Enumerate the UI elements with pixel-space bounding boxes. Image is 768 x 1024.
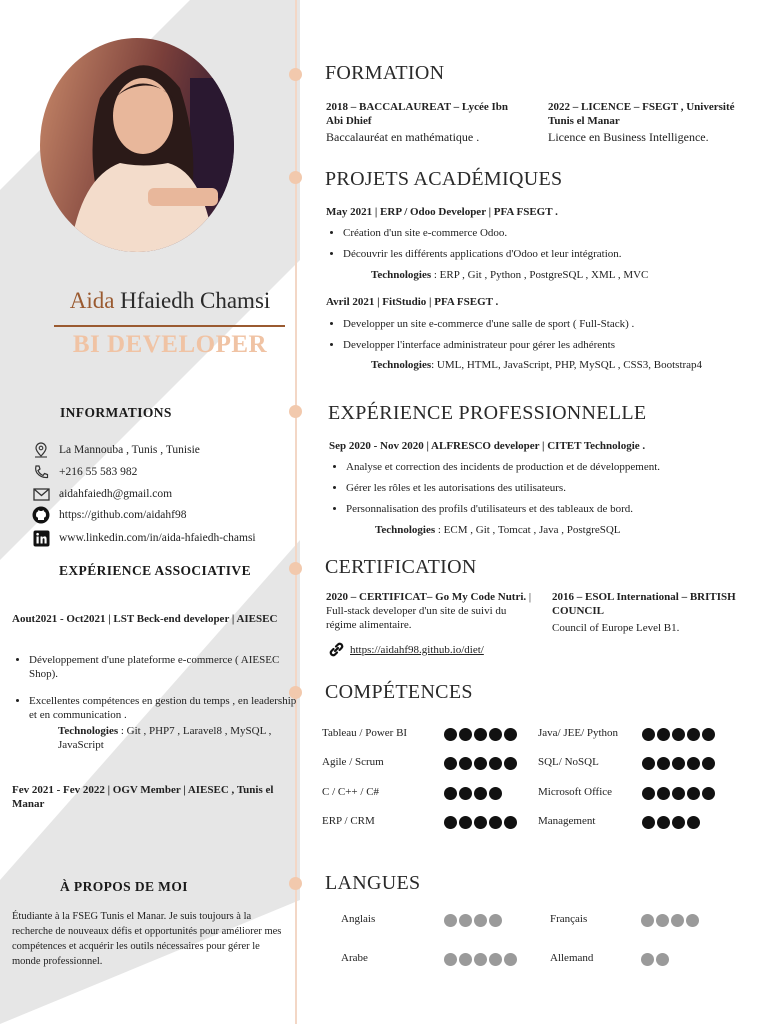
timeline-dot bbox=[289, 562, 302, 575]
name-divider bbox=[54, 325, 285, 327]
experience-title: Sep 2020 - Nov 2020 | ALFRESCO developer | CITET Technologie . bbox=[329, 440, 646, 452]
rating-dot bbox=[459, 757, 472, 770]
tech-list: : ERP , Git , Python , PostgreSQL , XML , MVC bbox=[431, 269, 649, 281]
rating-dot bbox=[459, 787, 472, 800]
rating-dot bbox=[474, 914, 487, 927]
rating-dot bbox=[474, 787, 487, 800]
formation-col2-title: 2022 – LICENCE – FSEGT , Université Tunis el Manar bbox=[548, 101, 735, 127]
first-name: Aida bbox=[69, 288, 115, 313]
rating-dot bbox=[489, 728, 502, 741]
linkedin-icon bbox=[32, 529, 50, 547]
rating-dot bbox=[504, 757, 517, 770]
timeline-dot bbox=[289, 405, 302, 418]
list-item: • Analyse et correction des incidents de production et de développement. bbox=[346, 457, 766, 478]
certification-heading: CERTIFICATION bbox=[325, 556, 477, 578]
projet2-title: Avril 2021 | FitStudio | PFA FSEGT . bbox=[326, 296, 499, 308]
competences-heading: COMPÉTENCES bbox=[325, 681, 473, 703]
github-icon bbox=[32, 506, 50, 524]
associative-entry1-title: Aout2021 - Oct2021 | LST Beck-end developer | AIESEC bbox=[12, 613, 278, 625]
rating-dot bbox=[672, 757, 685, 770]
skill-rating bbox=[642, 757, 715, 770]
list-item: • Gérer les rôles et les autorisations des utilisateurs. bbox=[346, 478, 766, 499]
tech-label: Technologies bbox=[375, 524, 436, 536]
rating-dot bbox=[687, 816, 700, 829]
skill-name: Microsoft Office bbox=[538, 785, 613, 798]
language-rating bbox=[641, 953, 669, 966]
certification1 bbox=[326, 590, 532, 632]
skill-name: SQL/ NoSQL bbox=[538, 756, 599, 769]
rating-dot bbox=[656, 953, 669, 966]
language-name: Français bbox=[550, 913, 588, 925]
language-name: Arabe bbox=[341, 952, 368, 964]
associative-entry2-title: Fev 2021 - Fev 2022 | OGV Member | AIESEC , Tunis el Manar bbox=[12, 784, 274, 810]
rating-dot bbox=[444, 757, 457, 770]
rating-dot bbox=[641, 953, 654, 966]
rating-dot bbox=[686, 914, 699, 927]
full-name bbox=[0, 288, 340, 314]
langues-heading: LANGUES bbox=[325, 872, 421, 894]
skill-name: Management bbox=[538, 814, 596, 827]
rating-dot bbox=[656, 914, 669, 927]
experience-heading: EXPÉRIENCE PROFESSIONNELLE bbox=[328, 402, 647, 424]
language-rating bbox=[444, 953, 517, 966]
job-role: BI DEVELOPER bbox=[72, 331, 268, 358]
rating-dot bbox=[672, 816, 685, 829]
mail-icon bbox=[32, 485, 50, 503]
contact-address bbox=[32, 441, 200, 459]
skill-rating bbox=[642, 728, 715, 741]
email-link[interactable]: aidahfaiedh@gmail.com bbox=[59, 488, 173, 500]
rating-dot bbox=[657, 816, 670, 829]
contact-email bbox=[32, 485, 172, 503]
experience-list bbox=[329, 457, 766, 520]
skill-rating bbox=[642, 816, 700, 829]
associative-entry1-list bbox=[12, 653, 297, 722]
skill-name: Java/ JEE/ Python bbox=[538, 727, 619, 739]
rating-dot bbox=[489, 914, 502, 927]
skill-name: C / C++ / C# bbox=[322, 785, 380, 798]
about-text: Étudiante à la FSEG Tunis el Manar. Je suis toujours à la recherche de nouveaux défis et opportunités pour améliorer mes compétences et acquérir les outils nécessaires pour gérer le monde professionnel. bbox=[12, 911, 282, 967]
certification2-text: Council of Europe Level B1. bbox=[552, 622, 680, 634]
skill-rating bbox=[444, 816, 517, 829]
tech-label: Technologies bbox=[371, 269, 432, 281]
github-link[interactable]: https://github.com/aidahf98 bbox=[59, 509, 187, 521]
rating-dot bbox=[444, 787, 457, 800]
rating-dot bbox=[444, 816, 457, 829]
skill-rating bbox=[444, 787, 502, 800]
rating-dot bbox=[444, 914, 457, 927]
certification1-text: | Full-stack developer d'un site de suivi du régime alimentaire. bbox=[326, 591, 532, 631]
rating-dot bbox=[642, 757, 655, 770]
rating-dot bbox=[702, 728, 715, 741]
skill-rating bbox=[444, 728, 517, 741]
associative-heading: EXPÉRIENCE ASSOCIATIVE bbox=[59, 563, 251, 578]
rating-dot bbox=[687, 728, 700, 741]
formation-col2-text: Licence en Business Intelligence. bbox=[548, 130, 709, 144]
contact-phone bbox=[32, 463, 137, 481]
link-icon bbox=[328, 641, 345, 658]
timeline-dot bbox=[289, 877, 302, 890]
associative-entry1-tech bbox=[58, 724, 278, 752]
phone-text: +216 55 583 982 bbox=[59, 466, 138, 478]
list-item: • Développement d'une plateforme e-commerce ( AIESEC Shop). bbox=[29, 653, 297, 681]
list-item: • Création d'un site e-commerce Odoo. bbox=[343, 223, 763, 244]
rating-dot bbox=[474, 953, 487, 966]
rating-dot bbox=[657, 757, 670, 770]
rating-dot bbox=[672, 728, 685, 741]
last-name: Hfaiedh Chamsi bbox=[120, 288, 271, 313]
formation-col1-title: 2018 – BACCALAUREAT – Lycée Ibn Abi Dhief bbox=[326, 101, 509, 127]
rating-dot bbox=[459, 816, 472, 829]
skill-rating bbox=[642, 787, 715, 800]
language-rating bbox=[444, 914, 502, 927]
rating-dot bbox=[641, 914, 654, 927]
tech-list: : UML, HTML, JavaScript, PHP, MySQL , CSS3, Bootstrap4 bbox=[431, 359, 703, 371]
rating-dot bbox=[687, 757, 700, 770]
rating-dot bbox=[504, 816, 517, 829]
certification1-title: 2020 – CERTIFICAT– Go My Code Nutri. bbox=[326, 591, 527, 603]
rating-dot bbox=[459, 953, 472, 966]
language-name: Allemand bbox=[550, 952, 594, 964]
rating-dot bbox=[474, 816, 487, 829]
timeline-dot bbox=[289, 171, 302, 184]
certification-link-row bbox=[328, 641, 484, 658]
phone-icon bbox=[32, 463, 50, 481]
projet2-list bbox=[326, 314, 763, 356]
formation-heading: FORMATION bbox=[325, 62, 445, 84]
rating-dot bbox=[459, 728, 472, 741]
tech-list: : Git , PHP7 , Laravel8 , MySQL , JavaScript bbox=[58, 725, 272, 751]
profile-photo bbox=[40, 38, 234, 252]
rating-dot bbox=[489, 787, 502, 800]
rating-dot bbox=[657, 728, 670, 741]
linkedin-link[interactable]: www.linkedin.com/in/aida-hfaiedh-chamsi bbox=[59, 532, 256, 544]
projet1-tech bbox=[371, 268, 648, 283]
rating-dot bbox=[504, 953, 517, 966]
certification2-title: 2016 – ESOL International – BRITISH COUNCIL bbox=[552, 591, 736, 617]
rating-dot bbox=[459, 914, 472, 927]
projet2-tech bbox=[371, 358, 746, 373]
formation-col1-text: Baccalauréat en mathématique . bbox=[326, 130, 480, 144]
rating-dot bbox=[489, 757, 502, 770]
rating-dot bbox=[671, 914, 684, 927]
experience-tech bbox=[375, 523, 621, 538]
tech-label: Technologies bbox=[371, 359, 432, 371]
list-item: • Developper l'interface administrateur pour gérer les adhérents bbox=[343, 335, 763, 356]
timeline-dot bbox=[289, 68, 302, 81]
rating-dot bbox=[642, 816, 655, 829]
timeline-line bbox=[295, 0, 297, 1024]
skill-name: ERP / CRM bbox=[322, 814, 375, 827]
skill-rating bbox=[444, 757, 517, 770]
list-item: • Découvrir les différents applications d'Odoo et leur intégration. bbox=[343, 244, 763, 265]
rating-dot bbox=[444, 953, 457, 966]
projet1-title: May 2021 | ERP / Odoo Developer | PFA FSEGT . bbox=[326, 206, 558, 218]
rating-dot bbox=[702, 757, 715, 770]
language-rating bbox=[641, 914, 699, 927]
informations-heading: INFORMATIONS bbox=[60, 405, 172, 420]
tech-list: : ECM , Git , Tomcat , Java , PostgreSQL bbox=[435, 524, 621, 536]
language-name: Anglais bbox=[341, 913, 376, 925]
contact-linkedin bbox=[32, 529, 256, 547]
rating-dot bbox=[687, 787, 700, 800]
address-text: La Mannouba , Tunis , Tunisie bbox=[59, 444, 200, 456]
projet1-list bbox=[326, 223, 763, 265]
list-item: • Personnalisation des profils d'utilisateurs et des tableaux de bord. bbox=[346, 499, 766, 520]
rating-dot bbox=[657, 787, 670, 800]
rating-dot bbox=[474, 728, 487, 741]
rating-dot bbox=[444, 728, 457, 741]
rating-dot bbox=[474, 757, 487, 770]
rating-dot bbox=[672, 787, 685, 800]
rating-dot bbox=[702, 787, 715, 800]
rating-dot bbox=[642, 787, 655, 800]
projets-heading: PROJETS ACADÉMIQUES bbox=[325, 168, 563, 190]
rating-dot bbox=[489, 953, 502, 966]
rating-dot bbox=[504, 728, 517, 741]
list-item: • Excellentes compétences en gestion du temps , en leadership et en communication . bbox=[29, 694, 297, 722]
rating-dot bbox=[642, 728, 655, 741]
rating-dot bbox=[489, 816, 502, 829]
contact-github bbox=[32, 506, 186, 524]
location-pin-icon bbox=[32, 441, 50, 459]
tech-label: Technologies bbox=[58, 725, 119, 737]
list-item: • Developper un site e-commerce d'une salle de sport ( Full-Stack) . bbox=[343, 314, 763, 335]
skill-name: Agile / Scrum bbox=[322, 756, 384, 769]
about-heading: À PROPOS DE MOI bbox=[60, 879, 188, 894]
certification-link[interactable]: https://aidahf98.github.io/diet/ bbox=[350, 643, 484, 656]
skill-name: Tableau / Power BI bbox=[322, 727, 408, 739]
